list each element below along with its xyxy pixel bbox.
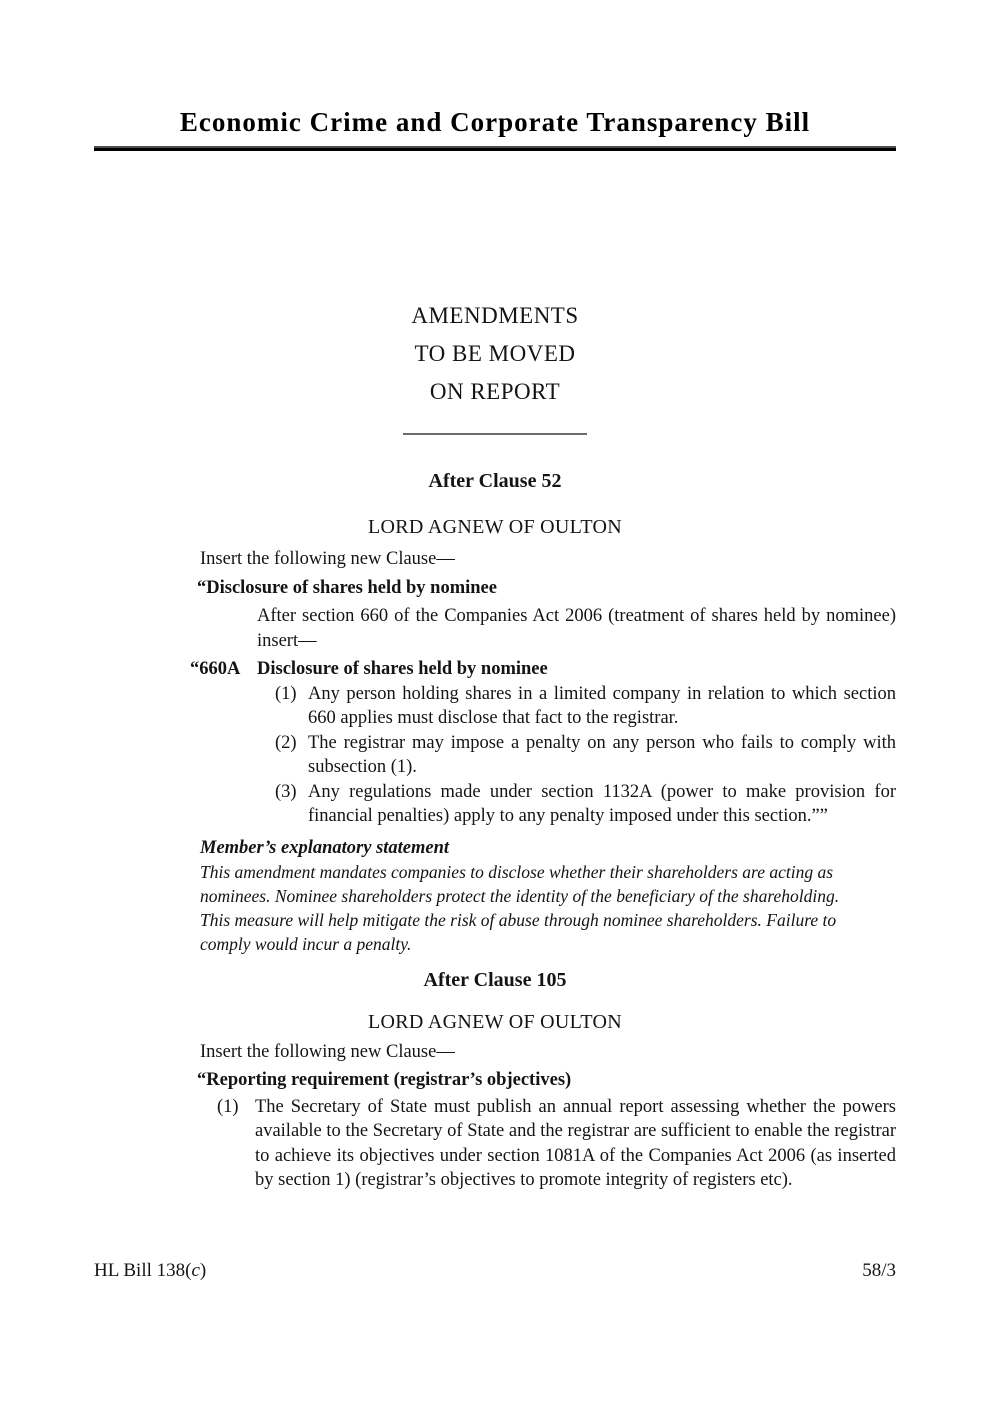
masthead-line-on-report: ON REPORT [429,379,561,404]
clause-location-heading: After Clause 105 [423,968,567,991]
subsection-number: (1) [275,683,297,704]
subsection-text: The registrar may impose a penalty on any person who fails to comply with subsection (1). [308,732,896,777]
inserted-section-title: Disclosure of shares held by nominee [257,659,548,679]
bill-reference [94,1259,206,1283]
subsection-2 [94,731,896,780]
mover-name: LORD AGNEW OF OULTON [368,1010,622,1033]
insert-instruction: Insert the following new Clause— [200,549,455,569]
subsection-text: The Secretary of State must publish an annual report assessing whether the powers available to the Secretary of State and the registrar are sufficient to enable the registrar to achieve its objectives under section 1081A of the Companies Act 2006 (as inserted by section 1) (registrar’s objectives to promote integrity of registers etc). [255,1096,896,1190]
clause-location-heading: After Clause 52 [428,470,562,492]
insert-instruction: Insert the following new Clause— [200,1041,455,1062]
sheet-number: 58/3 [862,1260,896,1281]
explanatory-statement-heading: Member’s explanatory statement [200,837,450,858]
bill-reference-suffix: ) [199,1260,207,1281]
subsection-number: (1) [217,1096,239,1117]
masthead-line-to-be-moved: TO BE MOVED [414,341,576,366]
section-divider [403,433,587,435]
inserted-section-heading [190,657,896,682]
amendment-after-clause-105 [94,968,896,1193]
subsection-1 [94,682,896,731]
amendment-after-clause-52 [94,469,896,956]
masthead-line-amendments: AMENDMENTS [411,303,579,328]
subsection-1 [94,1095,896,1193]
subsection-text: Any person holding shares in a limited company in relation to which section 660 applies must disclose that fact to the registrar. [308,683,896,728]
explanatory-statement [200,837,870,956]
lead-in-paragraph: After section 660 of the Companies Act 2006 (treatment of shares held by nominee) insert— [257,606,896,651]
bill-title: Economic Crime and Corporate Transparency Bill [179,107,811,137]
bill-reference-italic: c [191,1260,200,1281]
subsection-3 [94,780,896,829]
subsection-text: Any regulations made under section 1132A (power to make provision for financial penalties) apply to any penalty imposed under this section.”” [308,781,896,826]
new-clause-title: “Disclosure of shares held by nominee [197,577,497,598]
bill-reference-prefix: HL Bill 138( [94,1260,192,1281]
new-clause-title: “Reporting requirement (registrar’s objectives) [197,1070,572,1090]
explanatory-statement-text: This amendment mandates companies to disclose whether their shareholders are acting as nominees. Nominee shareholders protect the identity of the beneficiary of the shareholding. This measure will help mitigate the risk of abuse through nominee shareholders. Failure to comply would incur a penalty. [200,861,840,954]
page-footer [94,1259,896,1283]
title-double-rule [94,146,896,151]
inserted-section-number: “660A [190,659,241,679]
masthead [94,297,896,411]
mover-name: LORD AGNEW OF OULTON [368,516,622,538]
subsection-number: (2) [275,732,297,753]
subsection-number: (3) [275,781,297,802]
